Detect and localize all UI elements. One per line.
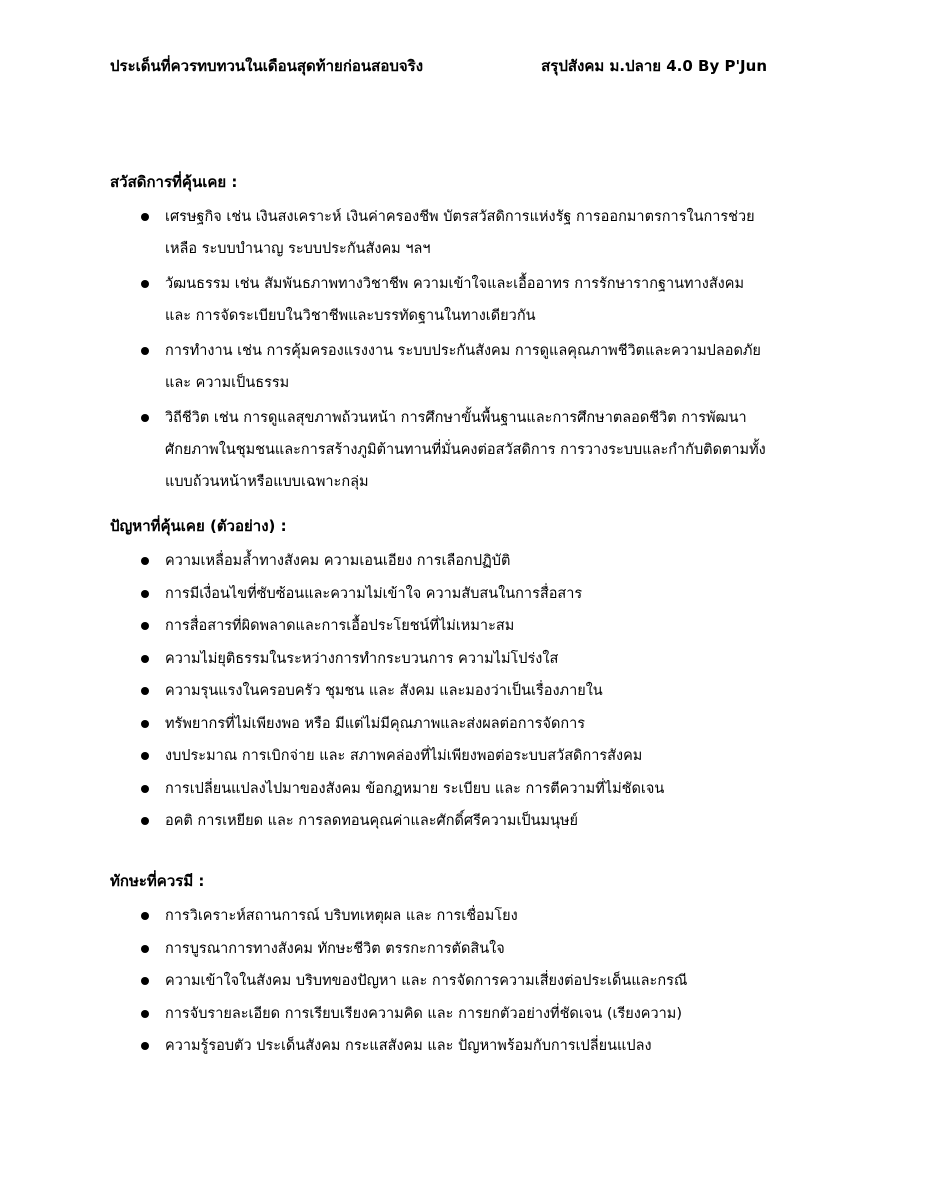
section-title: สวัสดิการที่คุ้นเคย : [110,173,238,191]
list-item: การจับรายละเอียด การเรียบเรียงความคิด และ การยกตัวอย่างที่ชัดเจน (เรียงความ) [110,998,770,1031]
list-item: เศรษฐกิจ เช่น เงินสงเคราะห์ เงินค่าครองชีพ บัตรสวัสดิการแห่งรัฐ การออกมาตรการในการช่วยเหลือ ระบบบำนาญ ระบบประกันสังคม ฯลฯ [110,201,770,265]
bullet-list [110,545,770,838]
header-topic: ประเด็นที่ควรทบทวนในเดือนสุดท้ายก่อนสอบจริง [110,57,424,75]
list-item: งบประมาณ การเบิกจ่าย และ สภาพคล่องที่ไม่เพียงพอต่อระบบสวัสดิการสังคม [110,740,770,773]
section-familiar-welfare [110,170,770,501]
section-required-skills [110,869,770,1063]
list-item: ทรัพยากรที่ไม่เพียงพอ หรือ มีแต่ไม่มีคุณภาพและส่งผลต่อการจัดการ [110,708,770,741]
list-item: ความรุนแรงในครอบครัว ชุมชน และ สังคม และมองว่าเป็นเรื่องภายใน [110,675,770,708]
list-item: การบูรณาการทางสังคม ทักษะชีวิต ตรรกะการตัดสินใจ [110,933,770,966]
list-item: วิถีชีวิต เช่น การดูแลสุขภาพถ้วนหน้า การศึกษาขั้นพื้นฐานและการศึกษาตลอดชีวิต การพัฒนาศักยภาพในชุมชนและการสร้างภูมิต้านทานที่มั่นคงต่อสวัสดิการ การวางระบบและกำกับติดตามทั้งแบบถ้วนหน้าหรือแบบเฉพาะกลุ่ม [110,402,770,498]
list-item: อคติ การเหยียด และ การลดทอนคุณค่าและศักดิ์ศรีความเป็นมนุษย์ [110,805,770,838]
bullet-list [110,201,770,498]
header-course-title: สรุปสังคม ม.ปลาย 4.0 By P'Jun [541,57,767,75]
list-item: การวิเคราะห์สถานการณ์ บริบทเหตุผล และ การเชื่อมโยง [110,900,770,933]
list-item: วัฒนธรรม เช่น สัมพันธภาพทางวิชาชีพ ความเข้าใจและเอื้ออาทร การรักษารากฐานทางสังคม และ การจัดระเบียบในวิชาชีพและบรรทัดฐานในทางเดียวกัน [110,268,770,332]
list-item: ความไม่ยุติธรรมในระหว่างการทำกระบวนการ ความไม่โปร่งใส [110,643,770,676]
list-item: การทำงาน เช่น การคุ้มครองแรงงาน ระบบประกันสังคม การดูแลคุณภาพชีวิตและความปลอดภัย และ ความเป็นธรรม [110,335,770,399]
list-item: ความรู้รอบตัว ประเด็นสังคม กระแสสังคม และ ปัญหาพร้อมกับการเปลี่ยนแปลง [110,1030,770,1063]
page-header [110,54,767,78]
list-item: ความเหลื่อมล้ำทางสังคม ความเอนเอียง การเลือกปฏิบัติ [110,545,770,578]
list-item: ความเข้าใจในสังคม บริบทของปัญหา และ การจัดการความเสี่ยงต่อประเด็นและกรณี [110,965,770,998]
section-title: ทักษะที่ควรมี : [110,872,205,890]
section-title: ปัญหาที่คุ้นเคย (ตัวอย่าง) : [110,517,287,535]
list-item: การเปลี่ยนแปลงไปมาของสังคม ข้อกฎหมาย ระเบียบ และ การตีความที่ไม่ชัดเจน [110,773,770,806]
bullet-list [110,900,770,1063]
list-item: การมีเงื่อนไขที่ซับซ้อนและความไม่เข้าใจ ความสับสนในการสื่อสาร [110,578,770,611]
section-familiar-problems [110,514,770,838]
list-item: การสื่อสารที่ผิดพลาดและการเอื้อประโยชน์ที่ไม่เหมาะสม [110,610,770,643]
